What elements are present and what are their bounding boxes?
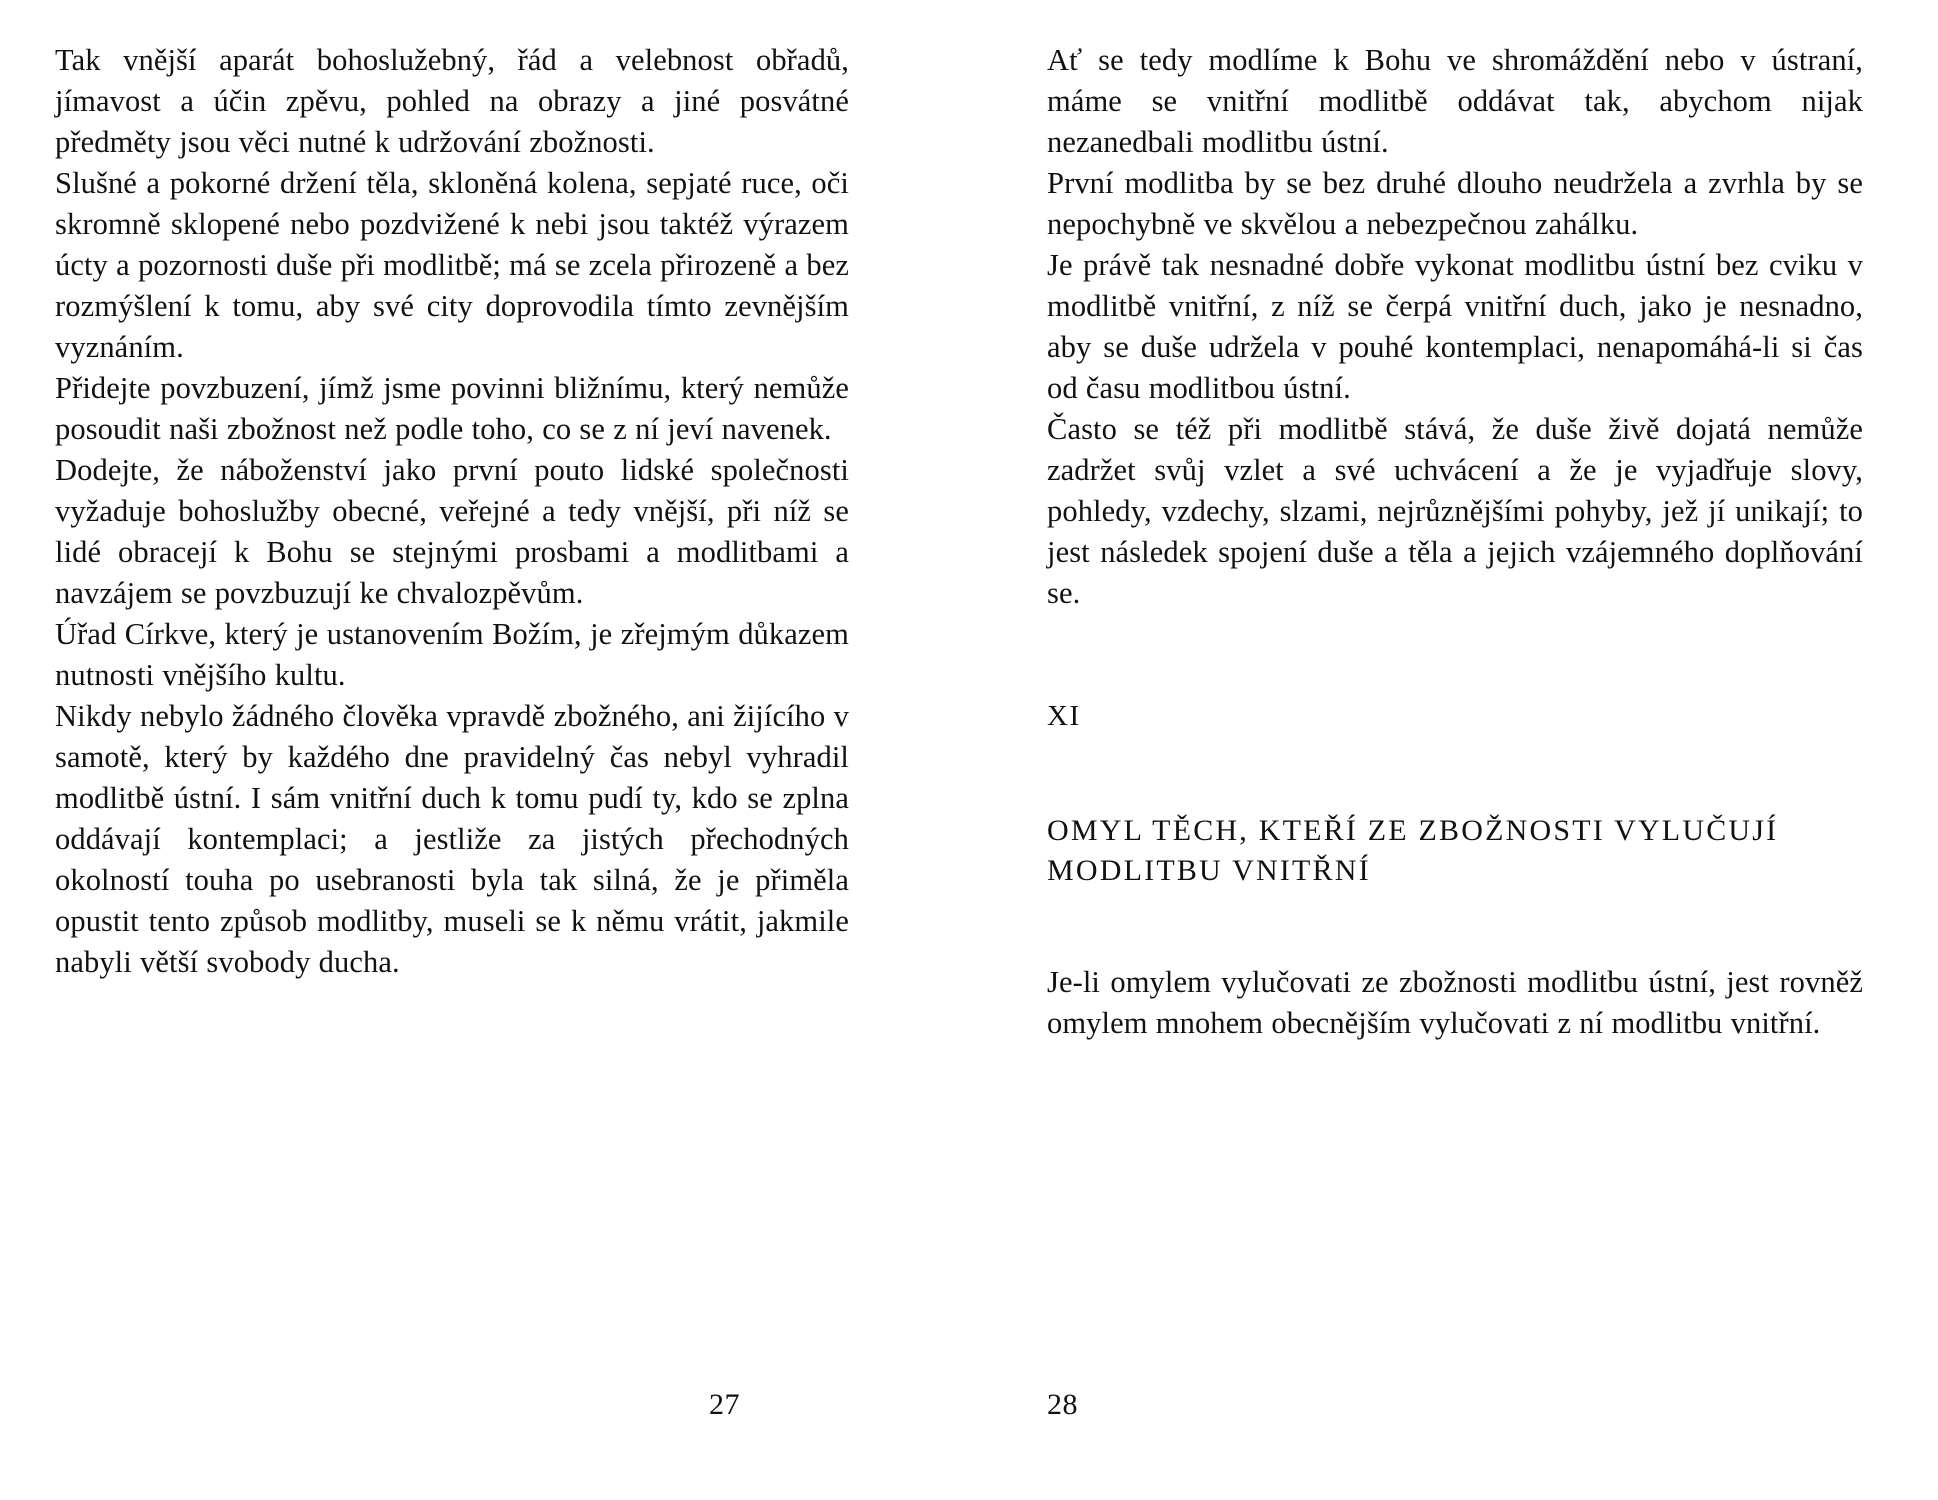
paragraph: Nikdy nebylo žádného člověka vpravdě zbožného, ani žijícího v samotě, který by každého dne pravidelný čas nebyl vyhradil modlitbě ústní. I sám vnitřní duch k tomu pudí ty, kdo se zplna oddávají kontemplaci; a jestliže za jistých přechodných okolností touha po usebranosti byla tak silná, že je přiměla opustit tento způsob modlitby, museli se k němu vrátit, jakmile nabyli větší svobody ducha. bbox=[55, 699, 849, 980]
right-page bbox=[969, 0, 1938, 1500]
chapter-title: OMYL TĚCH, KTEŘÍ ZE ZBOŽNOSTI VYLUČUJÍ MODLITBU VNITŘNÍ bbox=[1047, 814, 1779, 887]
paragraph: Přidejte povzbuzení, jímž jsme povinni bližnímu, který nemůže posoudit naši zbožnost než podle toho, co se z ní jeví navenek. bbox=[55, 371, 849, 447]
paragraph: Slušné a pokorné držení těla, skloněná kolena, sepjaté ruce, oči skromně sklopené nebo pozdvižené k nebi jsou taktéž výrazem úcty a pozornosti duše při modlitbě; má se zcela přirozeně a bez rozmýšlení k tomu, aby své city doprovodila tímto zevnějším vyznáním. bbox=[55, 166, 849, 365]
paragraph: Tak vnější aparát bohoslužebný, řád a velebnost obřadů, jímavost a účin zpěvu, pohled na obrazy a jiné posvátné předměty jsou věci nutné k udržování zbožnosti. bbox=[55, 43, 849, 160]
right-page-text bbox=[1047, 40, 1863, 614]
chapter-number: XI bbox=[1047, 700, 1081, 733]
paragraph: Často se též při modlitbě stává, že duše živě dojatá nemůže zadržet svůj vzlet a své uchvácení a že je vyjadřuje slovy, pohledy, vzdechy, slzami, nejrůznějšími pohyby, jež jí unikají; to jest následek spojení duše a těla a jejich vzájemného doplňování se. bbox=[1047, 412, 1863, 611]
paragraph: Je-li omylem vylučovati ze zbožnosti modlitbu ústní, jest rovněž omylem mnohem obecnějším vylučovati z ní modlitbu vnitřní. bbox=[1047, 965, 1863, 1041]
paragraph: Je právě tak nesnadné dobře vykonat modlitbu ústní bez cviku v modlitbě vnitřní, z níž se čerpá vnitřní duch, jako je nesnadno, aby se duše udržela v pouhé kontemplaci, nenapomáhá-li si čas od času modlitbou ústní. bbox=[1047, 248, 1863, 406]
page-number-right: 28 bbox=[1047, 1388, 1078, 1421]
paragraph: Ať se tedy modlíme k Bohu ve shromáždění nebo v ústraní, máme se vnitřní modlitbě oddávat tak, abychom nijak nezanedbali modlitbu ústní. bbox=[1047, 43, 1863, 160]
right-page-text-after-title bbox=[1047, 890, 1863, 1044]
left-page-text bbox=[55, 40, 849, 983]
paragraph: Úřad Církve, který je ustanovením Božím, je zřejmým důkazem nutnosti vnějšího kultu. bbox=[55, 617, 849, 693]
page-number-left: 27 bbox=[709, 1388, 740, 1421]
paragraph: Dodejte, že náboženství jako první pouto lidské společnosti vyžaduje bohoslužby obecné, veřejné a tedy vnější, při níž se lidé obracejí k Bohu se stejnými prosbami a modlitbami a navzájem se povzbuzují ke chvalozpěvům. bbox=[55, 453, 849, 611]
paragraph: První modlitba by se bez druhé dlouho neudržela a zvrhla by se nepochybně ve skvělou a nebezpečnou zahálku. bbox=[1047, 166, 1863, 242]
